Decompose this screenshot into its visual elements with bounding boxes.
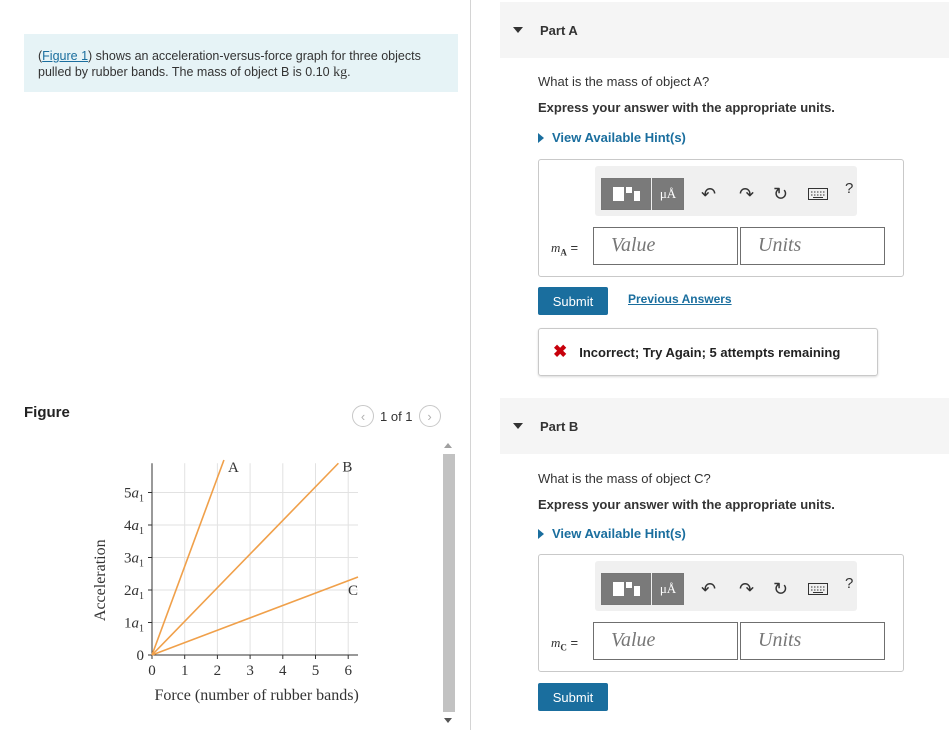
series-label-a: A [227, 460, 239, 476]
figure-title: Figure [24, 404, 70, 421]
part-b-submit-button[interactable]: Submit [538, 683, 608, 711]
pager-label: 1 of 1 [380, 408, 413, 424]
keyboard-icon[interactable] [808, 188, 828, 200]
x-tick-label: 4 [279, 663, 287, 679]
x-tick-label: 2 [213, 663, 222, 679]
part-a-hint-toggle[interactable]: View Available Hint(s) [538, 130, 686, 145]
x-tick-label: 1 [180, 663, 189, 679]
templates-button[interactable] [601, 178, 651, 210]
chevron-right-icon[interactable]: › [419, 405, 441, 427]
scroll-down-icon[interactable] [444, 718, 452, 723]
part-b-units-input[interactable]: Units [740, 622, 885, 660]
scroll-up-icon[interactable] [444, 443, 452, 448]
figure-scrollbar[interactable] [441, 440, 456, 726]
redo-icon[interactable]: ↷ [739, 184, 755, 204]
y-tick-label: 0 [136, 648, 144, 664]
units-button[interactable]: μÅ [652, 573, 684, 605]
part-b-hint-toggle[interactable]: View Available Hint(s) [538, 526, 686, 541]
figure-link[interactable]: Figure 1 [42, 49, 89, 63]
y-tick-label: $3a_1$ [124, 550, 144, 570]
part-b-variable: $m_C$ = [551, 635, 579, 653]
acceleration-force-chart [85, 455, 385, 725]
part-b-question: What is the mass of object C? [538, 471, 711, 486]
chart-grid [152, 463, 358, 655]
part-a-answer-box [538, 159, 904, 277]
y-tick-label: $4a_1$ [124, 518, 144, 537]
y-tick-label: $2a_1$ [124, 583, 144, 602]
collapse-icon [513, 27, 523, 33]
y-tick-label: $1a_1$ [124, 615, 144, 635]
figure-pager [352, 405, 441, 427]
part-a-question: What is the mass of object A? [538, 74, 710, 89]
templates-button[interactable] [601, 573, 651, 605]
part-b-value-input[interactable]: Value [593, 622, 738, 660]
part-a-feedback: ✖ Incorrect; Try Again; 5 attempts remaining [538, 328, 878, 376]
reset-icon[interactable]: ↻ [773, 184, 789, 204]
problem-statement: (Figure 1) shows an acceleration-versus-force graph for three objects pulled by rubber bands. The mass of object B is 0.10 kg. [24, 34, 458, 92]
series-label-c: C [348, 583, 359, 599]
part-a-submit-button[interactable]: Submit [538, 287, 608, 315]
x-axis-label: Force (number of rubber bands) [154, 687, 359, 704]
series-line-c [152, 577, 358, 655]
collapse-icon [513, 423, 523, 429]
chevron-left-icon[interactable]: ‹ [352, 405, 374, 427]
math-toolbar [595, 561, 857, 611]
mass-unit: kg [333, 65, 348, 80]
y-axis-label: Acceleration [92, 539, 109, 622]
y-tick-label: $5a_1$ [124, 485, 144, 505]
part-b-instruction: Express your answer with the appropriate units. [538, 497, 835, 512]
help-icon[interactable]: ? [845, 180, 854, 197]
undo-icon[interactable]: ↶ [701, 184, 717, 204]
incorrect-icon: ✖ [553, 342, 568, 361]
chart-labels [92, 459, 359, 704]
keyboard-icon[interactable] [808, 583, 828, 595]
x-tick-label: 6 [344, 663, 352, 679]
column-divider [470, 0, 471, 730]
part-a-instruction: Express your answer with the appropriate units. [538, 100, 835, 115]
x-tick-label: 3 [246, 663, 254, 679]
undo-icon[interactable]: ↶ [701, 579, 717, 599]
expand-icon [538, 529, 544, 539]
part-a-header[interactable]: Part A [500, 2, 949, 58]
part-a-units-input[interactable]: Units [740, 227, 885, 265]
series-label-b: B [342, 459, 353, 476]
part-b-answer-box [538, 554, 904, 672]
x-tick-label: 5 [311, 663, 320, 679]
part-a-variable: $m_A$ = [551, 240, 579, 258]
part-b-header[interactable]: Part B [500, 398, 949, 454]
expand-icon [538, 133, 544, 143]
previous-answers-link[interactable]: Previous Answers [628, 292, 732, 306]
reset-icon[interactable]: ↻ [773, 579, 789, 599]
math-toolbar [595, 166, 857, 216]
x-tick-label: 0 [148, 663, 156, 679]
redo-icon[interactable]: ↷ [739, 579, 755, 599]
units-button[interactable]: μÅ [652, 178, 684, 210]
part-a-value-input[interactable]: Value [593, 227, 738, 265]
help-icon[interactable]: ? [845, 575, 854, 592]
scroll-thumb[interactable] [443, 454, 455, 712]
